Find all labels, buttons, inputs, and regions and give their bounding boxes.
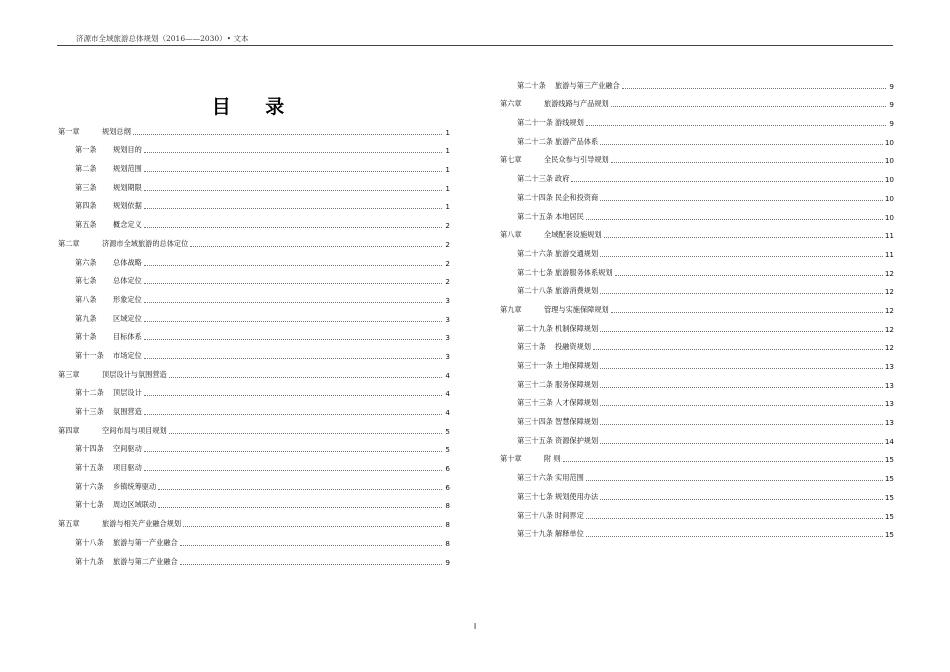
toc-entry-number: 第十三条	[75, 407, 104, 416]
toc-entry-number: 第十九条	[75, 556, 104, 566]
toc-dot-leader	[615, 275, 883, 276]
toc-entry-page: 13	[884, 399, 894, 409]
toc-entry-label: 土地保障规划	[555, 361, 599, 370]
toc-entry-page: 10	[884, 156, 894, 166]
toc-entry-label: 形象定位	[113, 294, 142, 304]
toc-entry-label: 总体战略	[113, 257, 142, 267]
toc-entry-label: 游线规划	[555, 118, 584, 128]
toc-entry-page: 3	[445, 314, 450, 324]
toc-entry-page: 1	[445, 165, 450, 175]
toc-article-entry[interactable]	[58, 174, 450, 193]
toc-left-column	[58, 118, 450, 567]
toc-article-entry[interactable]	[58, 473, 450, 492]
toc-entry-page: 10	[884, 193, 894, 203]
toc-entry-number: 第一条	[75, 145, 97, 155]
toc-dot-leader	[600, 256, 883, 257]
toc-entry-label: 智慧保障规划	[555, 417, 599, 427]
toc-entry-page: 12	[884, 268, 894, 278]
toc-article-entry[interactable]	[58, 492, 450, 511]
toc-article-entry[interactable]	[58, 324, 450, 343]
toc-article-entry[interactable]	[500, 203, 894, 222]
toc-dot-leader	[169, 377, 442, 378]
toc-dot-leader	[600, 144, 883, 145]
toc-entry-page: 9	[889, 100, 894, 110]
toc-article-entry[interactable]	[58, 436, 450, 455]
toc-article-entry[interactable]	[58, 286, 450, 305]
toc-dot-leader	[600, 368, 883, 369]
toc-dot-leader	[600, 387, 883, 388]
toc-entry-page: 9	[889, 81, 894, 91]
toc-dot-leader	[144, 414, 442, 415]
toc-article-entry[interactable]	[500, 502, 894, 521]
toc-entry-label: 人才保障规划	[555, 398, 599, 408]
toc-entry-number: 第三章	[58, 369, 80, 379]
toc-dot-leader	[158, 507, 442, 508]
toc-entry-page: 2	[445, 277, 450, 287]
toc-entry-label: 规划总纲	[102, 126, 131, 136]
toc-entry-number: 第五章	[58, 519, 80, 529]
toc-entry-label: 氛围营造	[113, 407, 142, 416]
toc-article-entry[interactable]	[500, 352, 894, 371]
toc-entry-label: 资源保护规划	[555, 435, 599, 445]
toc-entry-label: 规划范围	[113, 164, 142, 174]
toc-entry-page: 2	[445, 239, 450, 249]
toc-entry-label: 规划使用办法	[555, 491, 599, 501]
toc-entry-label: 项目驱动	[113, 463, 142, 473]
toc-article-entry[interactable]	[58, 137, 450, 156]
toc-entry-page: 1	[445, 202, 450, 212]
toc-dot-leader	[600, 200, 883, 201]
toc-dot-leader	[586, 536, 883, 537]
toc-entry-page: 14	[884, 436, 894, 446]
toc-entry-number: 第二十四条	[517, 192, 553, 202]
toc-entry-page: 3	[445, 351, 450, 361]
toc-dot-leader	[622, 88, 886, 89]
toc-article-entry[interactable]	[500, 165, 894, 184]
toc-article-entry[interactable]	[58, 380, 450, 399]
toc-entry-number: 第三十六条	[517, 473, 553, 483]
toc-entry-number: 第九章	[500, 304, 522, 314]
toc-right-column	[500, 72, 894, 539]
toc-entry-label: 总体定位	[113, 276, 142, 286]
toc-entry-page: 6	[445, 464, 450, 474]
toc-entry-number: 第三十三条	[517, 398, 553, 408]
toc-entry-label: 旅游与相关产业融合规划	[102, 519, 182, 529]
toc-dot-leader	[144, 470, 442, 471]
toc-article-entry[interactable]	[500, 427, 894, 446]
toc-dot-leader	[144, 265, 442, 266]
toc-dot-leader	[169, 433, 442, 434]
toc-article-entry[interactable]	[500, 109, 894, 128]
toc-article-entry[interactable]	[58, 398, 450, 417]
toc-dot-leader	[611, 312, 883, 313]
toc-dot-leader	[144, 190, 442, 191]
toc-dot-leader	[600, 499, 883, 500]
toc-dot-leader	[600, 331, 883, 332]
toc-entry-number: 第八条	[75, 294, 97, 304]
toc-article-entry[interactable]	[500, 72, 894, 91]
toc-dot-leader	[144, 321, 442, 322]
toc-entry-label: 民企和投资商	[555, 192, 599, 202]
toc-entry-label: 旅游与第一产业融合	[113, 537, 178, 547]
toc-article-entry[interactable]	[500, 240, 894, 259]
toc-entry-number: 第十一条	[75, 350, 104, 360]
toc-article-entry[interactable]	[500, 371, 894, 390]
toc-dot-leader	[604, 237, 883, 238]
toc-entry-page: 4	[445, 389, 450, 399]
toc-entry-number: 第十二条	[75, 388, 104, 398]
toc-article-entry[interactable]	[58, 342, 450, 361]
toc-entry-number: 第六条	[75, 257, 97, 267]
toc-entry-page: 12	[884, 324, 894, 334]
toc-entry-number: 第十四条	[75, 444, 104, 454]
toc-chapter-entry[interactable]	[500, 147, 894, 166]
toc-entry-number: 第二十八条	[517, 286, 553, 296]
toc-entry-page: 5	[445, 426, 450, 436]
toc-entry-number: 第二十九条	[517, 323, 553, 333]
toc-entry-label: 旅游与第三产业融合	[555, 80, 620, 90]
toc-entry-page: 2	[445, 258, 450, 268]
toc-entry-label: 机制保障规划	[555, 323, 599, 333]
toc-entry-page: 1	[445, 146, 450, 156]
toc-article-entry[interactable]	[500, 315, 894, 334]
toc-article-entry[interactable]	[58, 249, 450, 268]
toc-entry-page: 13	[884, 418, 894, 428]
toc-entry-number: 第三十九条	[517, 529, 553, 539]
toc-article-entry[interactable]	[58, 193, 450, 212]
toc-dot-leader	[180, 564, 442, 565]
toc-article-entry[interactable]	[500, 483, 894, 502]
toc-chapter-entry[interactable]	[58, 361, 450, 380]
toc-article-entry[interactable]	[500, 390, 894, 409]
toc-entry-label: 顶层设计	[113, 388, 142, 398]
toc-entry-page: 10	[884, 137, 894, 147]
toc-entry-number: 第十七条	[75, 500, 104, 510]
toc-entry-number: 第三十二条	[517, 379, 553, 389]
toc-entry-number: 第三十七条	[517, 491, 553, 501]
toc-entry-label: 时间界定	[555, 510, 584, 520]
toc-article-entry[interactable]	[58, 305, 450, 324]
toc-entry-label: 解释单位	[555, 529, 584, 539]
toc-entry-number: 第二十七条	[517, 267, 553, 277]
toc-entry-number: 第二十六条	[517, 248, 553, 258]
toc-entry-label: 全民众参与引导规划	[544, 155, 609, 165]
toc-entry-page: 5	[445, 445, 450, 455]
toc-entry-page: 15	[884, 492, 894, 502]
toc-dot-leader	[144, 339, 442, 340]
toc-chapter-entry[interactable]	[500, 446, 894, 465]
toc-entry-page: 12	[884, 305, 894, 315]
toc-dot-leader	[600, 424, 883, 425]
toc-entry-number: 第十六条	[75, 481, 104, 491]
toc-entry-number: 第二条	[75, 164, 97, 174]
toc-chapter-entry[interactable]	[500, 91, 894, 110]
toc-article-entry[interactable]	[58, 268, 450, 287]
toc-entry-page: 13	[884, 362, 894, 371]
toc-entry-label: 旅游交通规划	[555, 248, 599, 258]
toc-entry-label: 规划依据	[113, 201, 142, 211]
toc-entry-number: 第二十三条	[517, 174, 553, 184]
toc-entry-label: 规划期限	[113, 182, 142, 192]
toc-dot-leader	[611, 106, 886, 107]
toc-entry-label: 目标体系	[113, 332, 142, 342]
toc-entry-page: 8	[445, 501, 450, 511]
toc-entry-number: 第十八条	[75, 537, 104, 547]
toc-article-entry[interactable]	[58, 155, 450, 174]
toc-entry-page: 15	[884, 455, 894, 465]
toc-dot-leader	[144, 358, 442, 359]
toc-entry-page: 15	[884, 511, 894, 521]
toc-entry-number: 第七章	[500, 155, 522, 165]
toc-entry-page: 8	[445, 538, 450, 548]
toc-article-entry[interactable]	[58, 211, 450, 230]
toc-entry-label: 空间驱动	[113, 444, 142, 454]
toc-chapter-entry[interactable]	[58, 230, 450, 249]
toc-article-entry[interactable]	[500, 464, 894, 483]
toc-entry-page: 11	[884, 231, 894, 241]
toc-entry-page: 3	[445, 333, 450, 343]
toc-entry-page: 12	[884, 343, 894, 353]
toc-entry-page: 1	[445, 183, 450, 193]
toc-article-entry[interactable]	[500, 521, 894, 540]
toc-entry-number: 第三十八条	[517, 510, 553, 520]
toc-dot-leader	[586, 480, 883, 481]
toc-dot-leader	[571, 181, 882, 182]
toc-entry-page: 1	[445, 127, 450, 137]
toc-entry-page: 9	[889, 119, 894, 129]
header-divider	[57, 45, 893, 46]
toc-dot-leader	[144, 227, 442, 228]
toc-entry-label: 周边区域联动	[113, 500, 157, 510]
toc-entry-page: 10	[884, 212, 894, 222]
toc-entry-number: 第五条	[75, 220, 97, 230]
toc-entry-page: 9	[445, 557, 450, 567]
toc-entry-label: 管理与实施保障规划	[544, 304, 609, 314]
toc-dot-leader	[190, 246, 442, 247]
toc-entry-number: 第一章	[58, 126, 80, 136]
toc-entry-label: 区域定位	[113, 313, 142, 323]
toc-entry-page: 8	[445, 520, 450, 530]
toc-entry-number: 第三十四条	[517, 417, 553, 427]
toc-entry-label: 旅游服务体系规划	[555, 267, 613, 277]
toc-dot-leader	[600, 405, 883, 406]
toc-entry-page: 10	[884, 175, 894, 185]
toc-entry-number: 第四条	[75, 201, 97, 211]
toc-dot-leader	[611, 162, 883, 163]
toc-entry-label: 概念定义	[113, 220, 142, 230]
toc-entry-number: 第七条	[75, 276, 97, 286]
toc-entry-number: 第三十条	[517, 342, 546, 352]
toc-entry-number: 第三十五条	[517, 435, 553, 445]
toc-dot-leader	[144, 395, 442, 396]
toc-entry-number: 第二十一条	[517, 118, 553, 128]
toc-entry-label: 旅游线路与产品规划	[544, 99, 609, 109]
toc-dot-leader	[586, 518, 883, 519]
toc-entry-label: 实用范围	[555, 473, 584, 483]
toc-chapter-entry[interactable]	[58, 118, 450, 137]
toc-dot-leader	[144, 152, 442, 153]
toc-chapter-entry[interactable]	[500, 296, 894, 315]
toc-article-entry[interactable]	[58, 548, 450, 567]
toc-entry-label: 本地居民	[555, 211, 584, 221]
page-number: I	[473, 622, 477, 631]
toc-entry-number: 第二十二条	[517, 136, 553, 146]
toc-entry-number: 第八章	[500, 230, 522, 240]
toc-entry-label: 全域配套设施规划	[544, 230, 602, 240]
toc-title: 目 录	[211, 96, 299, 118]
toc-dot-leader	[144, 208, 442, 209]
toc-article-entry[interactable]	[58, 529, 450, 548]
toc-article-entry[interactable]	[500, 128, 894, 147]
toc-entry-label: 规划目的	[113, 145, 142, 155]
toc-chapter-entry[interactable]	[500, 222, 894, 241]
toc-entry-number: 第十条	[75, 332, 97, 342]
toc-dot-leader	[133, 134, 442, 135]
toc-entry-number: 第三十一条	[517, 361, 553, 370]
toc-dot-leader	[586, 125, 886, 126]
toc-dot-leader	[600, 293, 883, 294]
toc-dot-leader	[144, 451, 442, 452]
toc-dot-leader	[563, 461, 883, 462]
toc-entry-page: 15	[884, 474, 894, 484]
toc-article-entry[interactable]	[58, 454, 450, 473]
toc-entry-page: 13	[884, 380, 894, 390]
toc-entry-label: 乡镇统筹驱动	[113, 481, 157, 491]
toc-article-entry[interactable]	[500, 259, 894, 278]
toc-dot-leader	[158, 489, 442, 490]
toc-dot-leader	[600, 443, 883, 444]
toc-entry-number: 第二章	[58, 238, 80, 248]
toc-dot-leader	[183, 526, 442, 527]
toc-entry-label: 空间布局与项目规划	[102, 425, 167, 435]
toc-entry-page: 11	[884, 249, 894, 259]
toc-entry-label: 旅游产品体系	[555, 136, 599, 146]
toc-entry-label: 旅游消费规划	[555, 286, 599, 296]
toc-article-entry[interactable]	[500, 184, 894, 203]
toc-entry-number: 第六章	[500, 99, 522, 109]
toc-dot-leader	[180, 545, 442, 546]
toc-entry-label: 服务保障规划	[555, 379, 599, 389]
toc-entry-number: 第九条	[75, 313, 97, 323]
toc-dot-leader	[586, 219, 883, 220]
toc-entry-page: 4	[445, 370, 450, 380]
toc-entry-label: 顶层设计与氛围营造	[102, 369, 167, 379]
toc-article-entry[interactable]	[500, 278, 894, 297]
toc-chapter-entry[interactable]	[58, 510, 450, 529]
toc-article-entry[interactable]	[500, 408, 894, 427]
toc-entry-page: 2	[445, 221, 450, 231]
toc-entry-label: 附 则	[544, 454, 561, 464]
toc-entry-page: 4	[445, 408, 450, 417]
toc-entry-page: 12	[884, 287, 894, 297]
toc-dot-leader	[593, 349, 883, 350]
toc-entry-page: 6	[445, 482, 450, 492]
toc-entry-number: 第十五条	[75, 463, 104, 473]
toc-entry-label: 投融资规划	[555, 342, 591, 352]
toc-dot-leader	[144, 171, 442, 172]
toc-entry-page: 3	[445, 295, 450, 305]
toc-article-entry[interactable]	[500, 334, 894, 353]
toc-entry-label: 政府	[555, 174, 570, 184]
toc-entry-label: 市场定位	[113, 350, 142, 360]
toc-entry-label: 旅游与第二产业融合	[113, 556, 178, 566]
toc-entry-number: 第三条	[75, 182, 97, 192]
toc-entry-number: 第二十五条	[517, 211, 553, 221]
toc-entry-number: 第二十条	[517, 80, 546, 90]
toc-chapter-entry[interactable]	[58, 417, 450, 436]
toc-entry-label: 济源市全域旅游的总体定位	[102, 238, 189, 248]
toc-entry-number: 第十章	[500, 454, 522, 464]
running-header: 济源市全域旅游总体规划（2016——2030）• 文本	[76, 34, 249, 43]
toc-dot-leader	[144, 302, 442, 303]
toc-dot-leader	[144, 283, 442, 284]
toc-entry-number: 第四章	[58, 425, 80, 435]
toc-entry-page: 15	[884, 530, 894, 540]
